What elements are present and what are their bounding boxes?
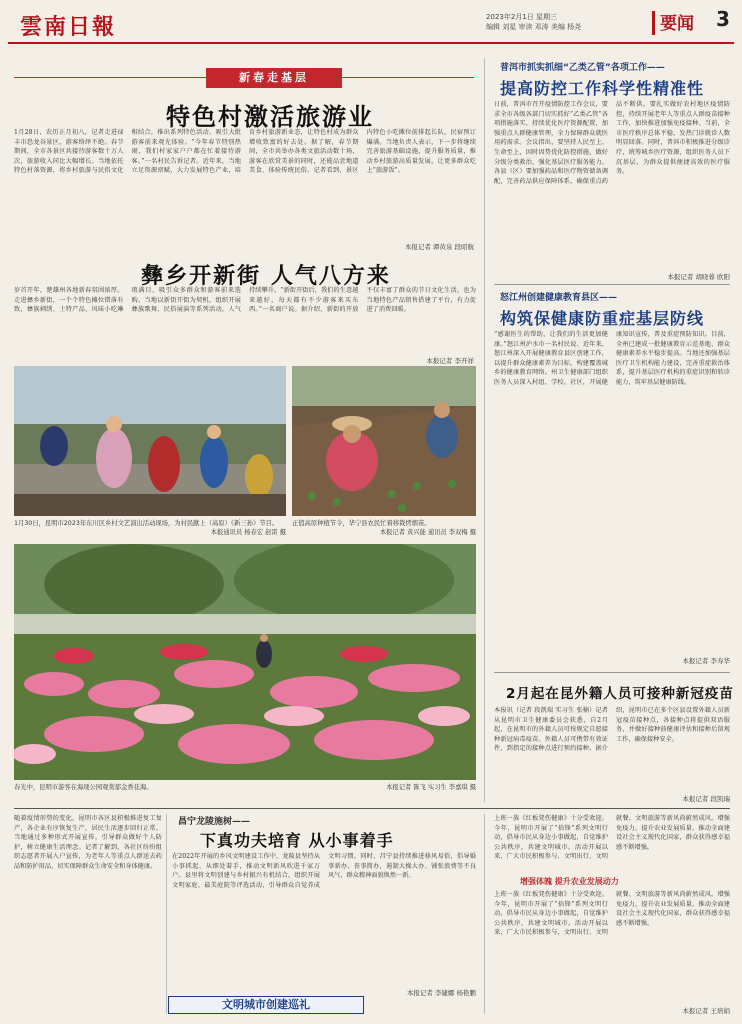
photo-farmers: [292, 366, 476, 516]
right-top-byline: 本报记者 胡晓蓉 欧阳: [667, 273, 730, 281]
newspaper-logo: 雲南日報: [20, 14, 117, 40]
second-story-headline: 彝乡开新街 人气八方来: [141, 263, 391, 289]
right-middle-body: “感谢医生的帮助，让我们的生活更加健康。”怒江州泸水市一名村民说。近年来，怒江州深入开展健康教育县区创建工作，以提升群众健康素养为目标，构建覆盖城乡的健康教育网络。州卫生健康部门组织医务人员深入村组、学校、社区，开展健康知识宣传，普及重症预防知识。目前，全州已建成一批健康教育示范基地，群众健康素养水平稳步提高。当地还加强基层医疗卫生机构能力建设，完善重症救治体系，提升基层医疗机构的重症识别和转诊能力，筑牢基层健康防线。: [494, 331, 730, 386]
feature-banner: 新春走基层: [206, 68, 342, 88]
right-middle-kicker: 怒江州创建健康教育县区——: [500, 293, 618, 303]
masthead: [8, 6, 734, 44]
issue-date: 2023年2月1日 星期三: [486, 13, 557, 21]
section-name: 要闻: [660, 14, 694, 34]
top-story-byline: 本报记者 谭黄泉 段昭航: [404, 243, 474, 251]
civilization-banner: 文明城市创建巡礼: [168, 996, 364, 1014]
page-number: 3: [716, 7, 730, 31]
right-top-body: 日前，普洱市召开疫情防控工作会议，要求全市各级各部门切实抓好“乙类乙管”各项措施落实，持续优化医疗资源配置，加强重点人群健康管理，全力保障群众就医用药需求。会议指出，要坚持人民至上、生命至上，因时因势优化防控措施，做好分级分类救治，强化基层医疗服务能力。各县（区）要加强药品和医疗物资储备调配，完善药品供应保障体系，确保重点药品不断供。要扎实做好农村地区疫情防控，持续开展老年人等重点人群疫苗接种工作，加快推进加强免疫接种。当前，全市医疗秩序总体平稳，发热门诊就诊人数明显回落。同时，普洱市积极推进分级诊疗，统筹城乡医疗资源，组织医务人员下沉基层，为群众提供便捷高效的医疗服务。: [494, 101, 730, 185]
bottom-right-body: 上班一族《红板凳伤健康》十分受欢迎。今年，昆明市开展了“拾锋”系列文明行动，倡导市民从身边小事做起，自觉维护公共秩序，共建文明城市。活动开展以来，广大市民积极参与，文明出行、文明就餐、文明旅游等新风尚蔚然成风。增强免疫力，提升农业发展质量，推动全面建设社会主义现代化国家，群众获得感幸福感不断增强。: [494, 815, 730, 861]
right-divider-1: [494, 284, 730, 285]
bottom-middle-headline: 下真功夫培育 从小事着手: [200, 831, 394, 850]
right-middle-byline: 本报记者 李寿华: [682, 657, 730, 665]
photo-farmers-caption-text: 正值高原种植节令，华宁县农民忙着移栽烤烟苗。: [292, 520, 431, 527]
bottom-left-body: 随着疫情形势的变化，昆明市各区县积极推进复工复产，各企业有序恢复生产，居民生活逐步回归正常。当地通过多种形式开展宣传，引导群众做好个人防护，树立健康生活理念。记者了解到，各社区纷纷组织志愿者开展入户宣传，为老年人等重点人群送去药品和防护用品，切实保障群众生命安全和身体健康。: [14, 815, 162, 870]
photo-performance-caption-text: 1月30日，昆明市2023年东川区乡村文艺演出活动现场，为村民献上（高原）《新三孙》节目。: [14, 520, 279, 527]
column-divider: [484, 58, 485, 802]
performance-image: [14, 366, 286, 516]
photo-tulips-caption: 春光中，昆明市游客在海埂公园观赏郁金香花海。: [14, 784, 153, 791]
photo-performance-credit: 本报通讯员 杨春宏 赵雷 摄: [210, 528, 286, 536]
top-story-headline: 特色村激活旅游业: [166, 102, 374, 131]
right-bottom-body: 本报讯（记者 段凯瑞 实习生 张楠）记者从昆明市卫生健康委员会获悉，自2月起，在昆明市的外籍人员可按规定自愿接种新冠病毒疫苗。外籍人员可携带有效证件，到指定的接种点进行预约接种。据介绍，昆明市已在多个区县设置外籍人员新冠疫苗接种点，各接种点将提供双语服务，并做好接种前健康评估和接种后留观工作，确保接种安全。: [494, 707, 730, 753]
bottom-divider-1: [166, 814, 167, 1014]
photo-tulips: [14, 544, 476, 780]
bottom-divider-2: [484, 814, 485, 1014]
photo-performance-caption: [14, 520, 286, 537]
bottom-section-rule: [14, 808, 730, 809]
bottom-right-subheading: 增强体魄 提升农业发展动力: [520, 877, 619, 886]
section-bar: [652, 11, 655, 35]
photo-tulips-credit: 本报记者 陈飞 实习生 李嘉琪 摄: [386, 784, 476, 791]
photo-farmers-credit: 本报记者 黄兴能 通讯员 李双梅 摄: [379, 528, 476, 536]
photo-performance: [14, 366, 286, 516]
bottom-right-body-continued: 上班一族《红板凳伤健康》十分受欢迎。今年，昆明市开展了“拾锋”系列文明行动，倡导市民从身边小事做起，自觉维护公共秩序，共建文明城市。活动开展以来，广大市民积极参与，文明出行、文明就餐、文明旅游等新风尚蔚然成风。增强免疫力，提升农业发展质量，推动全面建设社会主义现代化国家，群众获得感幸福感不断增强。: [494, 891, 730, 937]
second-story-body: 岁首开年，楚雄州各地新春氛围浓厚。走进彝乡新街，一个个特色摊位错落有致，彝族刺绣、土特产品、风味小吃琳琅满目，吸引众多群众和游客前来选购。当地以新街开街为契机，组织开展彝族歌舞、民俗展演等系列活动，人气持续攀升。“新街开街后，我们的生意越来越好，每天都有不少游客来买东西。”一名商户说。据介绍，新街的开放不仅丰富了群众的节日文化生活，也为当地特色产品销售搭建了平台，有力促进了消费回暖。: [14, 287, 476, 314]
right-divider-2: [494, 672, 730, 673]
bottom-middle-body: 在2022年开展的乡风文明建设工作中，龙陵县坚持从小事抓起、从细处着手，推动文明新风吹进千家万户。县里将文明创建与乡村振兴有机结合，组织开展文明家庭、最美庭院等评选活动，引导群众自觉养成文明习惯。同时，昌宁县持续推进移风易俗，倡导婚事新办、丧事简办，遏制大操大办、铺张浪费等不良风气，群众精神面貌焕然一新。: [172, 853, 476, 889]
right-bottom-byline: 本报记者 段凯瑞: [682, 795, 730, 803]
farmers-image: [292, 366, 476, 516]
tulips-image: [14, 544, 476, 780]
photo-farmers-caption: [292, 520, 476, 537]
right-top-headline: 提高防控工作科学性精准性: [500, 79, 705, 98]
right-top-kicker: 普洱市抓实抓细“乙类乙管”各项工作——: [500, 63, 665, 73]
second-story-byline: 本报记者 李开祥: [426, 357, 474, 365]
right-bottom-headline: 2月起在昆外籍人员可接种新冠疫苗: [506, 686, 734, 702]
top-story-body: 1月28日，农历正月初八，记者走进禄丰市恐龙谷景区，游客络绎不绝。春节期间，全市各景区共接待游客数十万人次，旅游收入同比大幅增长。当地依托特色村落资源，将乡村旅游与民俗文化相结合，推出系列特色活动，吸引大批游客前来观光体验。“今年春节特别热闹，我们村家家户户都在忙着接待游客。”一名村民告诉记者。近年来，当地立足资源禀赋，大力发展特色产业，培育乡村旅游新业态，让特色村成为群众增收致富的好去处。据了解，春节期间，全市共举办各类文旅活动数十场，游客在欣赏美景的同时，还能品尝地道美食、体验传统民俗。记者看到，景区内特色小吃摊位前排起长队，民宿预订爆满。当地负责人表示，下一步将继续完善旅游基础设施，提升服务质量，推动乡村旅游高质量发展，让更多群众吃上“旅游饭”。: [14, 129, 476, 175]
issue-info: [486, 12, 651, 32]
bottom-middle-byline: 本报记者 李婕娜 杨艳鹏: [406, 989, 476, 997]
right-middle-headline: 构筑保健康防重症基层防线: [500, 309, 705, 328]
issue-editors: 编辑 刘星 审读 邓涛 美编 杨尧: [486, 23, 582, 31]
bottom-right-byline: 本报记者 王培娟: [682, 1007, 730, 1015]
bottom-middle-kicker: 昌宁龙陵施树——: [178, 817, 251, 827]
